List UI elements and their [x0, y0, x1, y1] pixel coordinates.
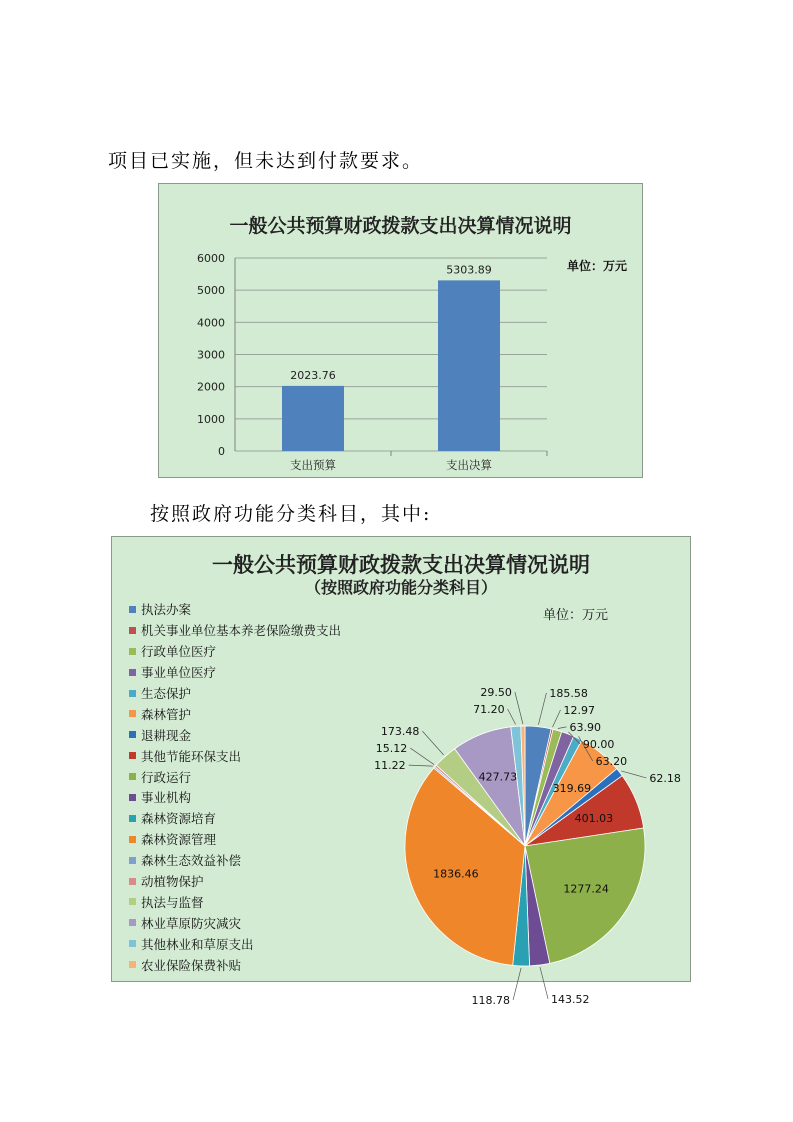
bar [282, 386, 344, 451]
pie-leader-line [621, 771, 646, 778]
pie-value-label: 118.78 [471, 993, 511, 1007]
pie-value-label: 90.00 [582, 737, 615, 751]
pie-leader-line [508, 709, 516, 724]
pie-value-label: 62.18 [649, 771, 681, 785]
legend-label: 动植物保护 [141, 874, 204, 890]
legend-label: 森林资源培育 [141, 811, 217, 827]
y-tick-label: 1000 [197, 412, 225, 426]
pie-chart-title: 一般公共预算财政拨款支出决算情况说明 [212, 553, 590, 577]
legend-label: 事业机构 [141, 790, 192, 806]
bar-chart-title: 一般公共预算财政拨款支出决算情况说明 [229, 215, 572, 237]
pie-value-label: 12.97 [563, 703, 596, 717]
bar-chart-unit: 单位：万元 [567, 259, 628, 273]
pie-value-label: 29.50 [480, 686, 512, 700]
pie-value-label: 185.58 [549, 686, 588, 700]
legend-label: 森林资源管理 [141, 832, 217, 848]
legend-label: 执法与监督 [141, 894, 204, 910]
pie-leader-line [515, 692, 523, 724]
pie-value-label: 63.20 [595, 754, 628, 768]
pie-leader-line [558, 727, 567, 729]
pie-value-label: 319.69 [552, 782, 592, 796]
legend-label: 行政单位医疗 [141, 644, 217, 660]
pie-leader-line [513, 968, 521, 1000]
legend-label: 机关事业单位基本养老保险缴费支出 [141, 623, 342, 639]
y-tick-label: 6000 [197, 252, 225, 265]
legend-label: 执法办案 [141, 602, 192, 618]
legend-label: 退耕现金 [141, 727, 192, 743]
pie-value-label: 15.12 [375, 742, 408, 756]
y-tick-label: 3000 [197, 348, 225, 362]
pie-value-label: 173.48 [380, 725, 420, 739]
bar [438, 280, 500, 451]
legend-label: 其他林业和草原支出 [141, 936, 254, 952]
paragraph-line-1: 项目已实施，但未达到付款要求。 [108, 150, 424, 172]
pie-leader-line [538, 693, 546, 725]
legend-label: 其他节能环保支出 [141, 748, 242, 764]
pie-leader-line [422, 731, 443, 755]
bar-value-label: 5303.89 [446, 263, 492, 277]
y-tick-label: 5000 [197, 284, 225, 298]
pie-value-label: 1836.46 [433, 867, 479, 881]
pie-value-label: 11.22 [374, 759, 406, 773]
bar-chart [158, 183, 643, 478]
y-tick-label: 0 [218, 445, 225, 458]
y-tick-label: 2000 [197, 380, 225, 394]
pie-value-label: 401.03 [574, 811, 614, 825]
legend-label: 生态保护 [141, 686, 192, 701]
pie-chart-plot [112, 537, 690, 1007]
pie-value-label: 143.52 [550, 992, 590, 1006]
pie-leader-line [540, 967, 548, 999]
bar-chart-plot [159, 184, 642, 477]
paragraph-line-2: 按照政府功能分类科目，其中: [150, 503, 432, 525]
pie-leader-line [553, 710, 561, 727]
pie-leader-line [410, 748, 434, 765]
pie-value-label: 427.73 [478, 770, 518, 784]
pie-value-label: 63.90 [569, 720, 602, 734]
pie-value-label: 1277.24 [563, 882, 609, 896]
pie-chart [111, 536, 691, 1007]
legend-label: 事业单位医疗 [141, 665, 217, 681]
legend-label: 农业保险保费补贴 [141, 957, 242, 973]
pie-chart-subtitle: （按照政府功能分类科目） [304, 578, 497, 597]
pie-chart-unit: 单位：万元 [543, 608, 609, 623]
pie-value-label: 71.20 [473, 703, 505, 717]
pie-leader-line [409, 765, 433, 766]
legend-label: 森林生态效益补偿 [141, 853, 242, 869]
x-tick-label: 支出决算 [446, 458, 492, 472]
bar-value-label: 2023.76 [290, 368, 336, 382]
x-tick-label: 支出预算 [290, 458, 336, 472]
legend-label: 行政运行 [141, 769, 192, 785]
y-tick-label: 4000 [197, 316, 225, 330]
legend-label: 林业草原防灾减灾 [141, 915, 242, 931]
legend-label: 森林管护 [141, 706, 192, 722]
